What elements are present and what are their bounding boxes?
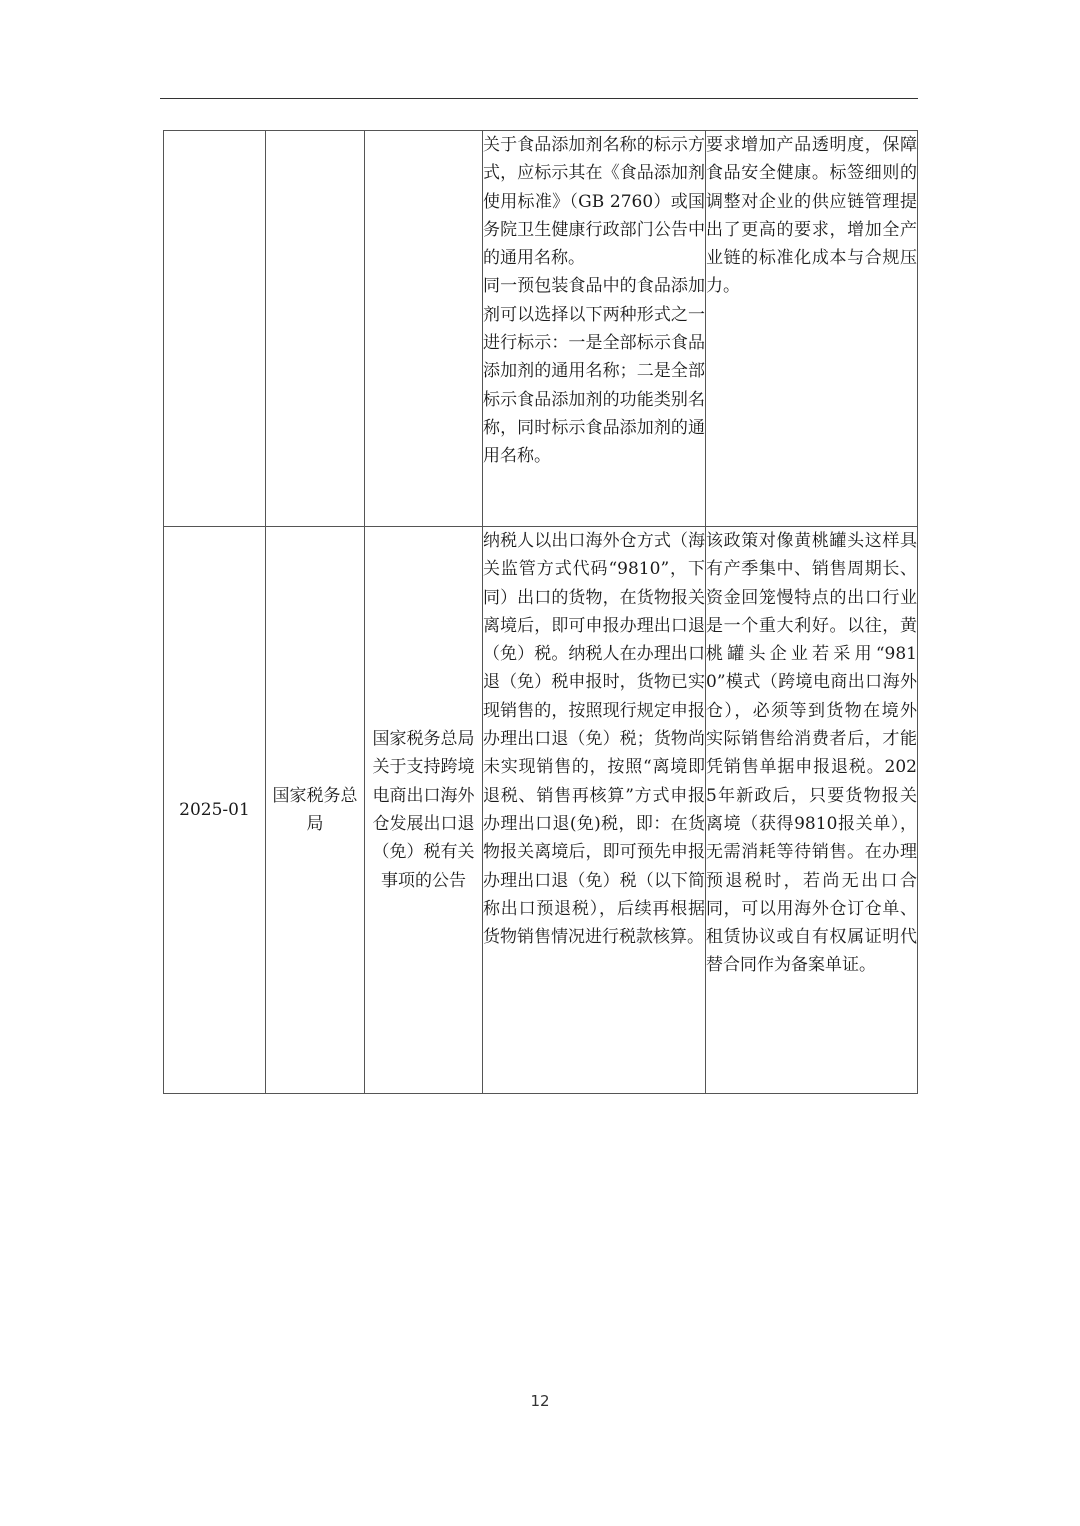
impact-cell: 该政策对像黄桃罐头这样具有产季集中、销售周期长、资金回笼慢特点的出口行业是一个重大利好。以往，黄桃罐头企业若采用“9810”模式（跨境电商出口海外仓），必须等到货物在境外实际销售给消费者后，才能凭销售单据申报退税。2025年新政后，只要货物报关离境（获得9810报关单），无需消耗等待销售。在办理预退税时，若尚无出口合同，可以用海外仓订仓单、租赁协议或自有权属证明代替合同作为备案单证。: [706, 527, 918, 1094]
page-number: 12: [530, 1392, 550, 1410]
date-cell: [164, 131, 266, 527]
content-paragraph: 同一预包装食品中的食品添加剂可以选择以下两种形式之一进行标示：一是全部标示食品添加剂的通用名称；二是全部标示食品添加剂的功能类别名称，同时标示食品添加剂的通用名称。: [483, 276, 705, 467]
table-row: [164, 131, 918, 527]
issuer-cell: [266, 131, 365, 527]
policy-title-cell: 国家税务总局关于支持跨境电商出口海外仓发展出口退（免）税有关事项的公告: [365, 527, 483, 1094]
header-rule: [160, 98, 918, 99]
date-cell: 2025-01: [164, 527, 266, 1094]
issuer-cell: 国家税务总局: [266, 527, 365, 1094]
impact-cell: 要求增加产品透明度，保障食品安全健康。标签细则的调整对企业的供应链管理提出了更高的要求，增加全产业链的标准化成本与合规压力。: [706, 131, 918, 527]
content-paragraph: 关于食品添加剂名称的标示方式，应标示其在《食品添加剂使用标准》（GB 2760）或国务院卫生健康行政部门公告中的通用名称。: [483, 135, 705, 269]
table-row: [164, 527, 918, 1094]
content-paragraph: 纳税人以出口海外仓方式（海关监管方式代码“9810”，下同）出口的货物，在货物报关离境后，即可申报办理出口退（免）税。纳税人在办理出口退（免）税申报时，货物已实现销售的，按照现行规定申报办理出口退（免）税；货物尚未实现销售的，按照“离境即退税、销售再核算”方式申报办理出口退(免)税，即：在货物报关离境后，即可预先申报办理出口退（免）税（以下简称出口预退税），后续再根据货物销售情况进行税款核算。: [483, 531, 705, 948]
policy-content-cell: [483, 527, 706, 1094]
policy-table: [163, 130, 918, 1094]
policy-title-cell: [365, 131, 483, 527]
policy-content-cell: [483, 131, 706, 527]
